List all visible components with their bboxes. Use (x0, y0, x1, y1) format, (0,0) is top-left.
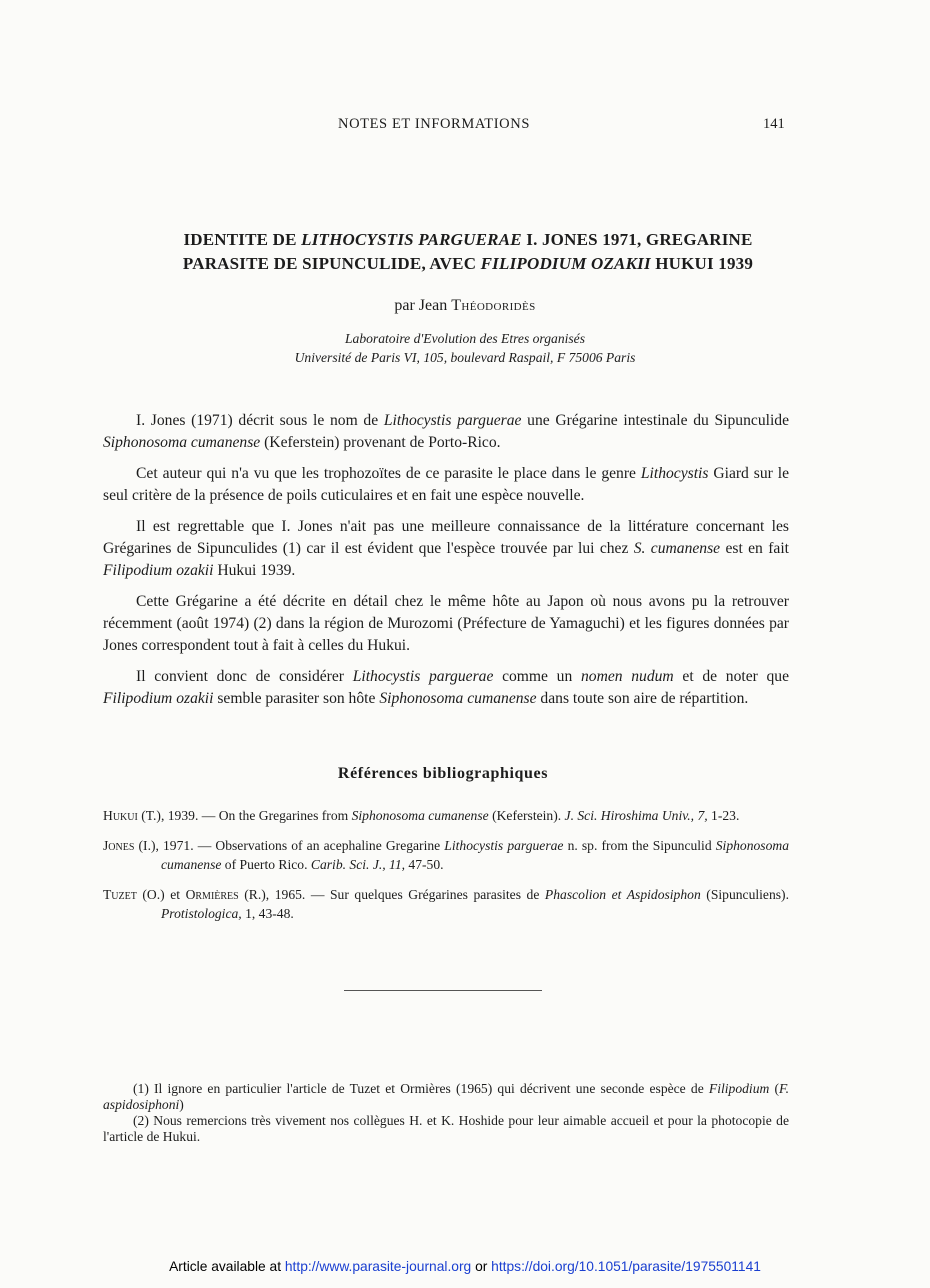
author-name: Théodoridès (451, 297, 536, 314)
text-run: Cet auteur qui n'a vu que les trophozoïtes de ce parasite le place dans le genre (136, 465, 641, 482)
title-genus: LITHOCYSTIS PARGUERAE (301, 230, 522, 249)
paragraph (103, 516, 789, 582)
species-name: Siphonosoma cumanense (351, 808, 489, 823)
journal-name: Protistologica, (161, 906, 242, 921)
text-run: (R.), 1965. — Sur quelques Grégarines parasites de (238, 887, 545, 902)
footnotes (103, 1081, 789, 1145)
text-run: (Keferstein). (488, 808, 565, 823)
author-line (0, 297, 930, 315)
species-name: Lithocystis parguerae (444, 838, 564, 853)
paragraph (103, 666, 789, 710)
text-run: comme un (493, 668, 581, 685)
text-run: et de noter que (673, 668, 790, 685)
ref-author: Jones (103, 838, 135, 853)
text-run: 1-23. (707, 808, 740, 823)
ref-author: Hukui (103, 808, 138, 823)
text-run: Il convient donc de considérer (136, 668, 353, 685)
species-name: F. aspidosiphoni (103, 1081, 789, 1112)
reference-entry (103, 806, 789, 825)
title-text: IDENTITE DE (183, 230, 302, 249)
section-divider (344, 990, 542, 991)
running-header (0, 116, 930, 136)
text-run: dans toute son aire de répartition. (536, 690, 749, 707)
text-run: (O.) et (136, 887, 186, 902)
page-number: 141 (763, 116, 785, 132)
references-heading: Références bibliographiques (337, 765, 549, 782)
ref-author: Ormières (185, 887, 239, 902)
journal-name: J. Sci. Hiroshima Univ., 7, (564, 808, 708, 823)
footnote (103, 1113, 789, 1145)
doi-link[interactable]: https://doi.org/10.1051/parasite/1975501141 (491, 1259, 761, 1274)
title-text: PARASITE DE SIPUNCULIDE, AVEC (182, 254, 481, 273)
species-name: Lithocystis (640, 465, 709, 482)
affiliation (0, 330, 930, 367)
text-run: Giard sur le seul critère de la présence de poils cuticulaires et en fait une espèce nouvelle. (103, 465, 789, 504)
paragraph (103, 463, 789, 507)
title-text: I. JONES 1971, GREGARINE (521, 230, 753, 249)
footnote (103, 1081, 789, 1113)
text-run: I. Jones (1971) décrit sous le nom de (136, 412, 384, 429)
text-run: (2) Nous remercions très vivement nos collègues H. et K. Hoshide pour leur aimable accueil et pour la photocopie de l'article de Hukui. (103, 1113, 789, 1144)
reference-entry (103, 885, 789, 923)
species-name: Filipodium ozakii (103, 690, 214, 707)
text-run: (Sipunculiens). (700, 887, 789, 902)
text-run: (T.), 1939. — On the Gregarines from (137, 808, 352, 823)
availability-prefix: Article available at (169, 1259, 285, 1274)
text-run: Hukui 1939. (213, 562, 296, 579)
journal-link[interactable]: http://www.parasite-journal.org (284, 1259, 472, 1274)
text-run: Il est regrettable que I. Jones n'ait pas une meilleure connaissance de la littérature concernant les Grégarines de Sipunculides (1) car il est évident que l'espèce trouvée par lui chez (103, 518, 789, 557)
text-run: ( (769, 1081, 780, 1096)
species-name: Filipodium (708, 1081, 770, 1096)
species-name: Siphonosoma cumanense (103, 434, 261, 451)
author-prefix: par Jean (394, 297, 452, 314)
paragraph (103, 410, 789, 454)
text-run: (Keferstein) provenant de Porto-Rico. (260, 434, 501, 451)
text-run: semble parasiter son hôte (213, 690, 380, 707)
text-run: ) (179, 1097, 184, 1112)
species-name: Lithocystis parguerae (352, 668, 494, 685)
species-name: S. cumanense (633, 540, 721, 557)
affiliation-line: Université de Paris VI, 105, boulevard Raspail, F 75006 Paris (294, 349, 636, 365)
latin-term: nomen nudum (580, 668, 674, 685)
references-list (103, 806, 789, 934)
text-run: est en fait (720, 540, 789, 557)
affiliation-line: Laboratoire d'Evolution des Etres organisés (344, 331, 586, 346)
availability-line (0, 1259, 930, 1274)
text-run: Cette Grégarine a été décrite en détail chez le même hôte au Japon où nous avons pu la retrouver récemment (août 1974) (2) dans la région de Murozomi (Préfecture de Yamaguchi) et les figures données par Jones correspondent tout à fait à celles du Hukui. (103, 593, 789, 654)
text-run: 47-50. (405, 857, 444, 872)
article-title (118, 228, 818, 276)
text-run: (1) Il ignore en particulier l'article de Tuzet et Ormières (1965) qui décrivent une seconde espèce de (133, 1081, 709, 1096)
species-name: Siphonosoma cumanense (161, 838, 790, 872)
species-name: Phascolion et Aspidosiphon (544, 887, 701, 902)
text-run: (I.), 1971. — Observations of an acephaline Gregarine (134, 838, 445, 853)
text-run: n. sp. from the Sipunculid (563, 838, 716, 853)
species-name: Filipodium ozakii (103, 562, 214, 579)
text-run: une Grégarine intestinale du Sipunculide (521, 412, 789, 429)
species-name: Siphonosoma cumanense (379, 690, 537, 707)
title-genus: FILIPODIUM OZAKII (480, 254, 651, 273)
availability-middle: or (471, 1259, 492, 1274)
journal-name: Carib. Sci. J., 11, (310, 857, 406, 872)
species-name: Lithocystis parguerae (383, 412, 522, 429)
paragraph (103, 591, 789, 657)
running-title: NOTES ET INFORMATIONS (338, 116, 530, 132)
text-run: of Puerto Rico. (221, 857, 311, 872)
title-text: HUKUI 1939 (650, 254, 754, 273)
ref-author: Tuzet (103, 887, 137, 902)
text-run: 1, 43-48. (241, 906, 294, 921)
reference-entry (103, 836, 789, 874)
article-body (103, 410, 789, 719)
